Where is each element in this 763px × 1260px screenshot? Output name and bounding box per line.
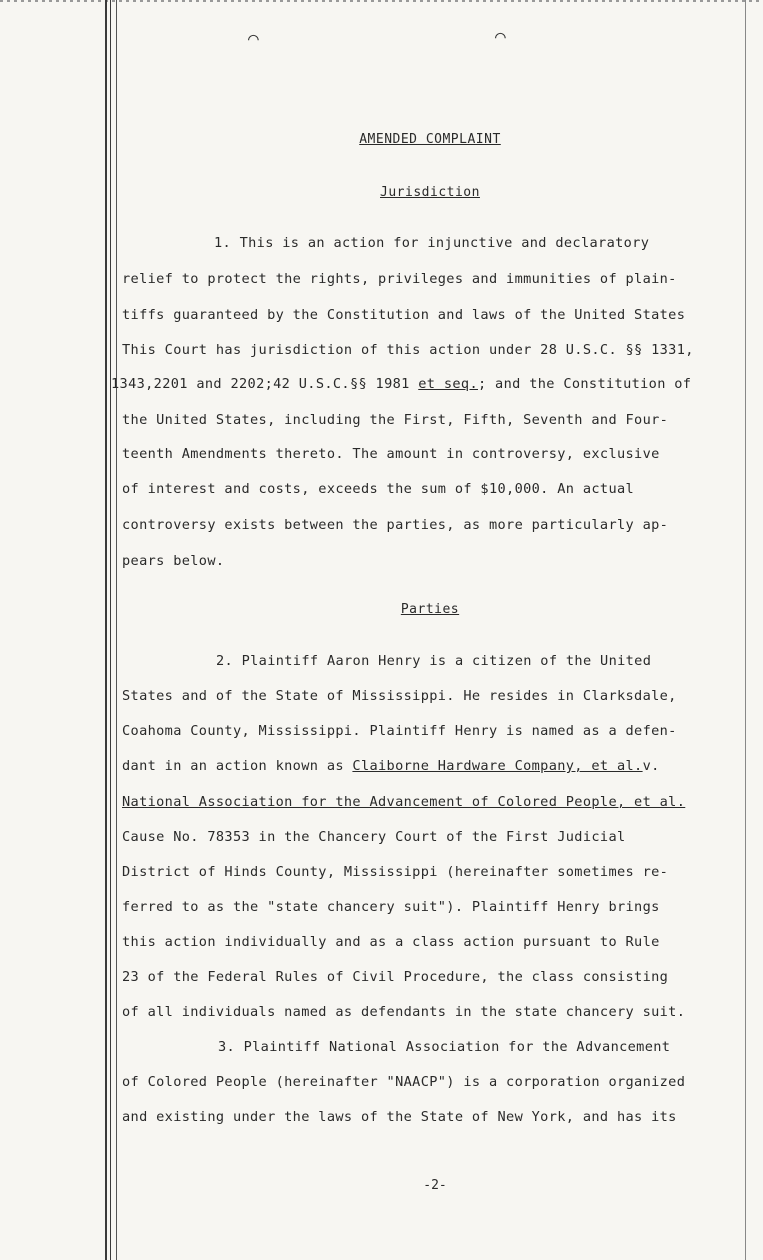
scan-mark: ⌒ xyxy=(495,26,506,47)
paragraph-line: controversy exists between the parties, as more particularly ap- xyxy=(122,517,669,533)
section-heading-parties: Parties xyxy=(400,602,460,617)
paragraph-line: Coahoma County, Mississippi. Plaintiff Henry is named as a defen- xyxy=(122,723,677,739)
paragraph-line: ferred to as the "state chancery suit"). Plaintiff Henry brings xyxy=(122,899,660,915)
page-number: -2- xyxy=(423,1178,447,1193)
paragraph-line: of all individuals named as defendants in the state chancery suit. xyxy=(122,1004,686,1020)
paragraph-line: This Court has jurisdiction of this action under 28 U.S.C. §§ 1331, xyxy=(122,342,694,358)
paragraph-line: dant in an action known as Claiborne Hardware Company, et al.v. xyxy=(122,758,660,774)
paragraph-line: Cause No. 78353 in the Chancery Court of the First Judicial xyxy=(122,829,626,845)
paragraph-line: relief to protect the rights, privileges and immunities of plain- xyxy=(122,271,677,287)
citation-et-seq: et seq. xyxy=(418,376,478,392)
section-heading-jurisdiction: Jurisdiction xyxy=(380,185,480,200)
case-caption-plaintiff: Claiborne Hardware Company, et al. xyxy=(352,758,643,774)
paragraph-line: pears below. xyxy=(122,553,225,569)
paragraph-line: the United States, including the First, Fifth, Seventh and Four- xyxy=(122,412,669,428)
paragraph-line: 2. Plaintiff Aaron Henry is a citizen of the United xyxy=(216,653,652,669)
document-title: AMENDED COMPLAINT xyxy=(359,132,501,147)
paragraph-line: 3. Plaintiff National Association for the Advancement xyxy=(218,1039,671,1055)
paragraph-line: this action individually and as a class action pursuant to Rule xyxy=(122,934,660,950)
paragraph-line: tiffs guaranteed by the Constitution and laws of the United States xyxy=(122,307,686,323)
paragraph-line: teenth Amendments thereto. The amount in controversy, exclusive xyxy=(122,446,660,462)
paragraph-line: of Colored People (hereinafter "NAACP") is a corporation organized xyxy=(122,1074,686,1090)
paragraph-line: 1343,2201 and 2202;42 U.S.C.§§ 1981 et seq.; and the Constitution of xyxy=(111,376,692,392)
paragraph-line: 23 of the Federal Rules of Civil Procedure, the class consisting xyxy=(122,969,669,985)
scan-mark: ⌒ xyxy=(248,28,259,49)
paragraph-line: District of Hinds County, Mississippi (hereinafter sometimes re- xyxy=(122,864,669,880)
paragraph-line: and existing under the laws of the State of New York, and has its xyxy=(122,1109,677,1125)
top-border xyxy=(0,0,763,2)
paragraph-line: of interest and costs, exceeds the sum of $10,000. An actual xyxy=(122,481,635,497)
paragraph-line: 1. This is an action for injunctive and declaratory xyxy=(214,235,650,251)
case-caption-defendant: National Association for the Advancement of Colored People, et al. xyxy=(122,794,686,810)
paragraph-line: States and of the State of Mississippi. He resides in Clarksdale, xyxy=(122,688,677,704)
